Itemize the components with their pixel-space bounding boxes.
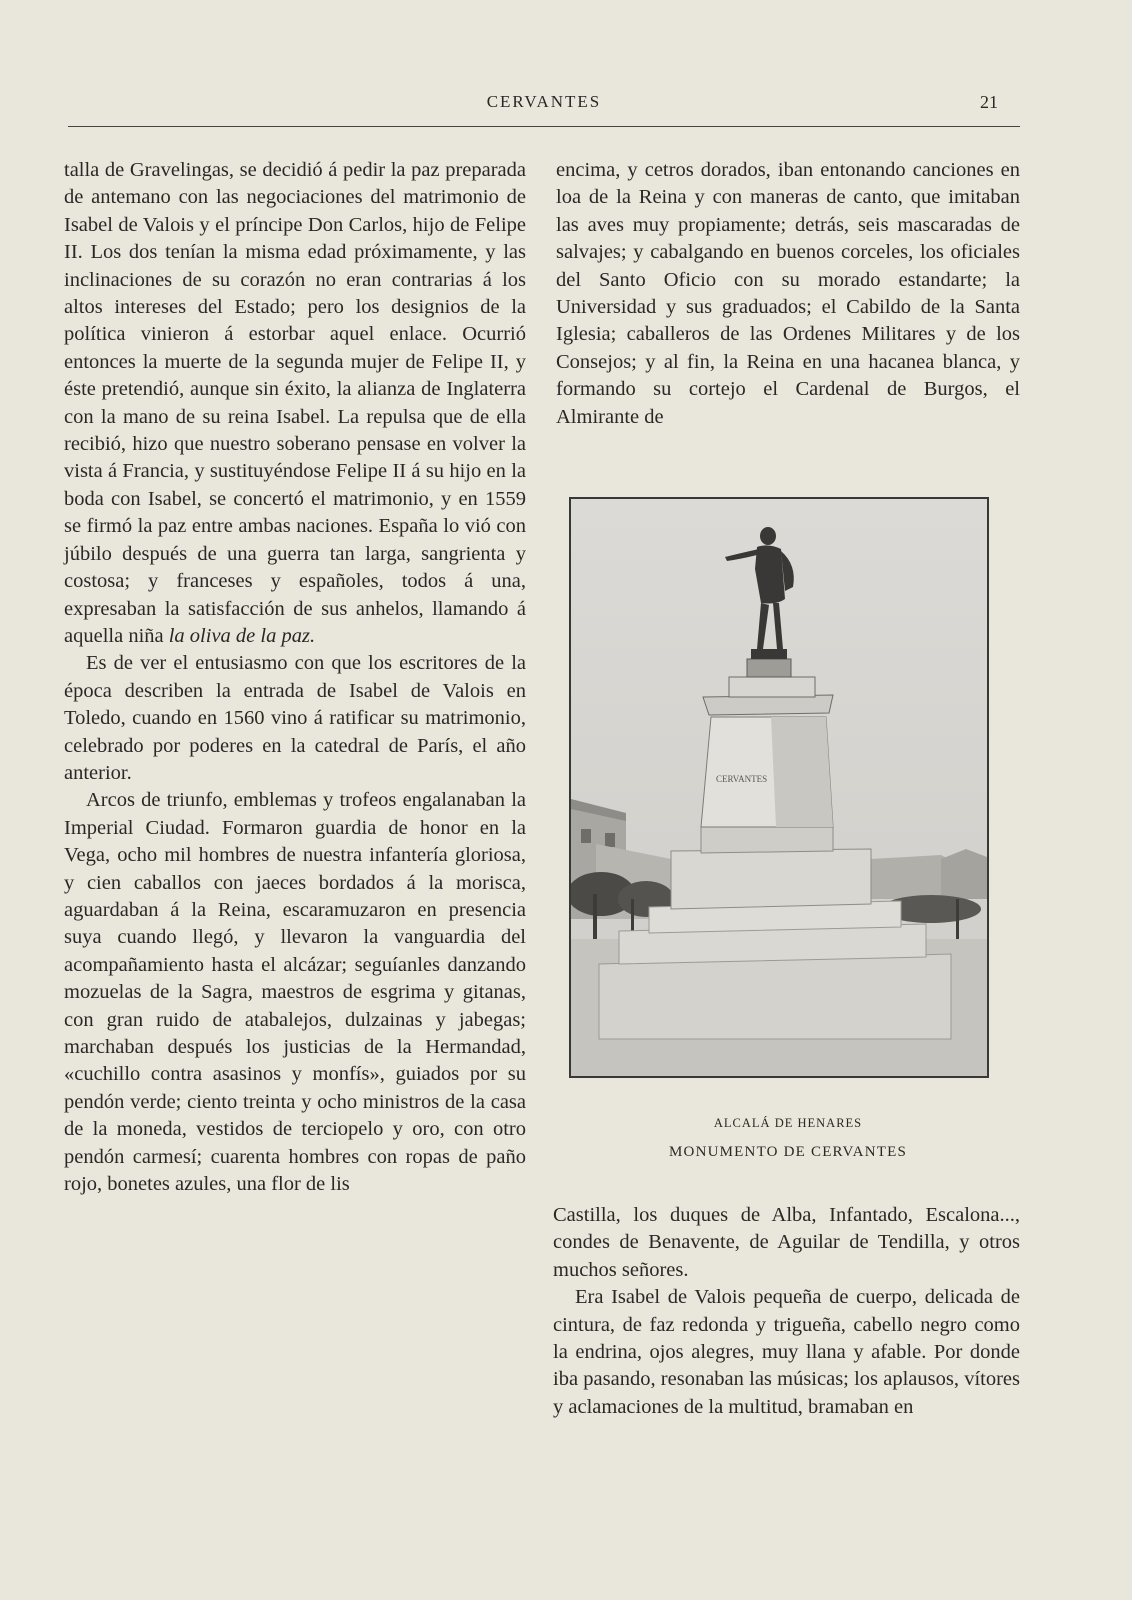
monument-photo <box>569 497 989 1078</box>
left-column <box>64 157 526 1198</box>
running-header <box>68 92 1020 127</box>
paragraph-5: Era Isabel de Valois pequeña de cuerpo, delicada de cintura, de faz redonda y trigueña, cabello negro como la endrina, ojos alegres, muy llana y afable. Por donde iba pasando, resonaban las músicas; los aplausos, vítores y aclamaciones de la multitud, bramaban en <box>553 1286 1020 1418</box>
page-number: 21 <box>980 92 998 112</box>
paragraph-4: Castilla, los duques de Alba, Infantado, Escalona..., condes de Benavente, de Aguilar de Tendilla, y otros muchos señores. <box>553 1204 1020 1281</box>
right-column-bottom <box>553 1202 1020 1421</box>
caption-title: MONUMENTO DE CERVANTES <box>669 1144 907 1160</box>
right-column-top <box>556 157 1020 431</box>
caption-place: ALCALÁ DE HENARES <box>713 1116 863 1130</box>
pedestal-inscription: CERVANTES <box>716 774 768 784</box>
monument-illustration <box>571 499 987 1076</box>
paragraph-1 <box>64 157 526 650</box>
paragraph-3: Arcos de triunfo, emblemas y trofeos engalanaban la Imperial Ciudad. Formaron guardia de honor en la Vega, ocho mil hombres de nuestra infantería gloriosa, y cien caballos con jaeces bordados á la morisca, aguardaban á la Reina, escaramuzaron en presencia suya cuando llegó, y llevaron la vanguardia del acompañamiento hasta el alcázar; seguíanles danzando mozuelas de la Sagra, maestros de esgrima y gitanas, con gran ruido de atabalejos, dulzainas y jabegas; marchaban después los justicias de la Hermandad, «cuchillo contra asasinos y monfís», guiados por su pendón verde; ciento treinta y ocho ministros de la casa de la moneda, vestidos de terciopelo y oro, con otro pendón carmesí; cuarenta hombres con ropas de paño rojo, bonetes azules, una flor de lis <box>64 789 526 1196</box>
running-title: CERVANTES <box>486 92 602 111</box>
paragraph-1-text: talla de Gravelingas, se decidió á pedir la paz preparada de antemano con las negociaciones del matrimonio de Isabel de Valois y el príncipe Don Carlos, hijo de Felipe II. Los dos tenían la misma edad próximamente, y las inclinaciones de su corazón no eran contrarias á los altos intereses del Estado; pero los designios de la política vinieron á estorbar aquel enlace. Ocurrió entonces la muerte de la segunda mujer de Felipe II, y éste pretendió, aunque sin éxito, la alianza de Inglaterra con la mano de su reina Isabel. La repulsa que de ella recibió, hizo que nuestro soberano pensase en volver la vista á Francia, y sustituyéndose Felipe II á su hijo en la boda con Isabel, se concertó el matrimonio, y en 1559 se firmó la paz entre ambas naciones. España lo vió con júbilo después de una guerra tan larga, sangrienta y costosa; y franceses y españoles, todos á una, expresaban la satisfacción de sus anhelos, llamando á aquella niña <box>64 159 526 647</box>
paragraph-2: Es de ver el entusiasmo con que los escritores de la época describen la entrada de Isabel de Valois en Toledo, cuando en 1560 vino á ratificar su matrimonio, celebrado por poderes en la catedral de París, el año anterior. <box>64 652 526 784</box>
paragraph-continued: encima, y cetros dorados, iban entonando canciones en loa de la Reina y con maneras de canto, que imitaban las aves muy propiamente; detrás, seis mascaradas de salvajes; y cabalgando en buenos corceles, los oficiales del Santo Oficio con su morado estandarte; la Universidad y sus graduados; el Cabildo de la Santa Iglesia; caballeros de las Ordenes Militares y de los Consejos; y al fin, la Reina en una hacanea blanca, y formando su cortejo el Cardenal de Burgos, el Almirante de <box>556 159 1020 428</box>
paragraph-1-italic: la oliva de la paz. <box>168 624 316 647</box>
